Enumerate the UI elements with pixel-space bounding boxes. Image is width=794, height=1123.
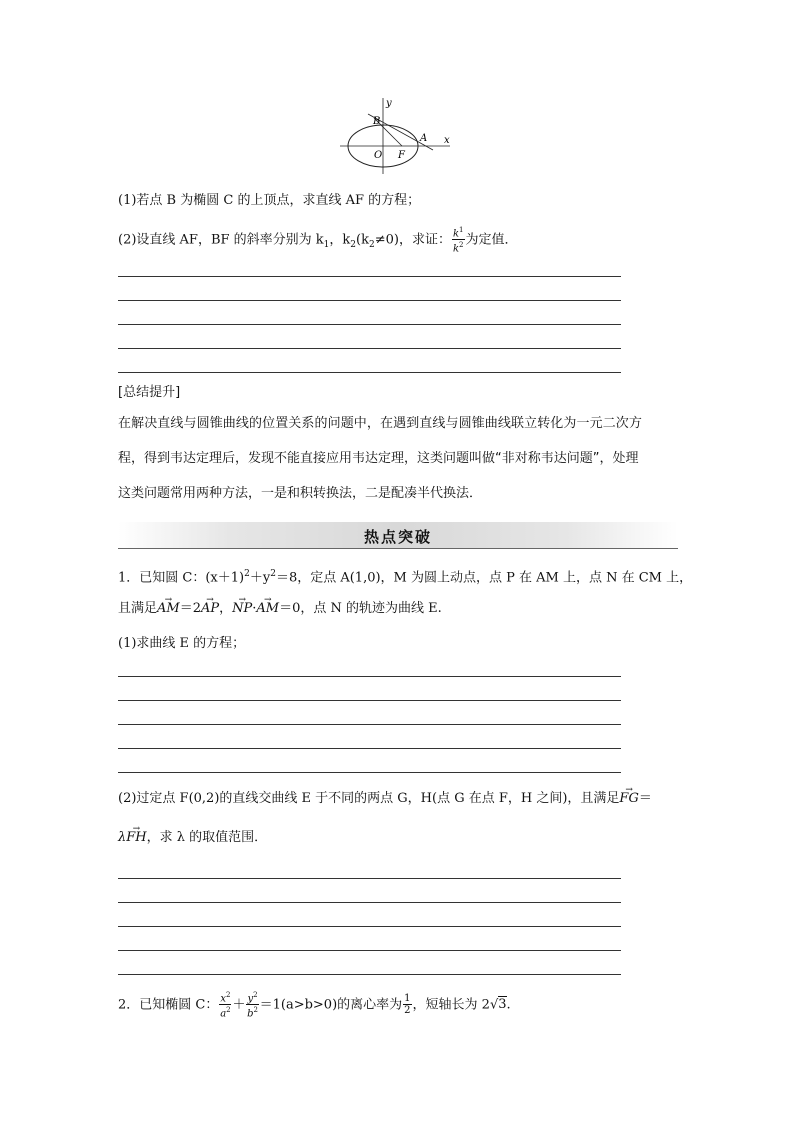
label-x: x	[444, 135, 450, 146]
p1-line1-b: ＋y	[249, 570, 271, 586]
answer-line[interactable]	[118, 974, 621, 975]
q1-part2-suffix: 为定值．	[465, 232, 518, 248]
vector-AM-2: → AM	[256, 601, 279, 617]
sub-1: 1	[323, 239, 330, 250]
vector-FH: → FH	[126, 830, 146, 846]
frac-half	[403, 993, 411, 1016]
frac-x-sup: 2	[226, 991, 231, 999]
p1-line2-a: 且满足	[118, 601, 158, 616]
p1-line2-b: ＝0，点 N 的轨迹为曲线 E.	[279, 601, 442, 616]
answer-line[interactable]	[118, 878, 621, 879]
frac-a: a	[220, 1008, 227, 1020]
frac-num-k: k	[452, 228, 460, 240]
frac-x: x	[220, 993, 226, 1005]
p2-line	[118, 990, 511, 1020]
q1-part2-cond-open: (k	[356, 232, 369, 248]
q1-part2-prefix: (2)设直线 AF，BF 的斜率分别为 k	[118, 232, 324, 248]
frac-x2-a2	[219, 990, 231, 1020]
answer-line[interactable]	[118, 300, 621, 301]
p2-plus: ＋	[232, 997, 246, 1013]
sub-2b: 2	[368, 239, 375, 250]
answer-line[interactable]	[118, 700, 621, 701]
p1-line1-c: ＝8，定点 A(1,0)，M 为圆上动点，点 P 在 AM 上，点 N 在 CM 上，	[275, 570, 693, 586]
sqrt-radicand: 3	[498, 997, 507, 1013]
p1-dot: ·	[252, 601, 257, 616]
section-title: 热点突破	[363, 528, 432, 546]
ellipse-figure	[338, 96, 458, 176]
p1-q2-line2-b: ，求 λ 的取值范围．	[146, 830, 268, 845]
p1-q2-eq: ＝	[638, 791, 652, 806]
q1-part1: (1)若点 B 为椭圆 C 的上顶点，求直线 AF 的方程；	[118, 193, 421, 208]
frac-num-sub: 1	[459, 226, 464, 234]
answer-line[interactable]	[118, 676, 621, 677]
vector-FG: → FG	[619, 791, 638, 807]
p2-suffix-b: .	[506, 997, 511, 1013]
q1-part2-mid: ，k	[329, 232, 351, 248]
summary-line-2: 程，得到韦达定理后，发现不能直接应用韦达定理，这类问题叫做“非对称韦达问题”，处理	[118, 451, 639, 466]
frac-y-sup: 2	[253, 991, 258, 999]
sub-2: 2	[350, 239, 357, 250]
answer-line[interactable]	[118, 902, 621, 903]
answer-line[interactable]	[118, 926, 621, 927]
answer-line[interactable]	[118, 772, 621, 773]
answer-line[interactable]	[118, 724, 621, 725]
p1-eq2: ＝2	[179, 601, 201, 616]
p1-line1	[118, 566, 692, 586]
p1-line2	[118, 601, 442, 617]
frac-b-sup: 2	[253, 1006, 258, 1015]
q1-part2	[118, 225, 518, 255]
sup-2b: 2	[270, 569, 276, 579]
p1-q2-line1	[118, 791, 652, 807]
label-O: O	[374, 150, 383, 161]
p2-cond: ＝1(a>b>0)的离心率为	[259, 997, 403, 1013]
section-rule	[118, 548, 678, 549]
summary-line-1: 在解决直线与圆锥曲线的位置关系的问题中，在遇到直线与圆锥曲线联立转化为一元二次方	[118, 416, 643, 431]
answer-line[interactable]	[118, 748, 621, 749]
answer-line[interactable]	[118, 276, 621, 277]
answer-line[interactable]	[118, 372, 621, 373]
answer-line[interactable]	[118, 324, 621, 325]
lambda: λ	[118, 830, 127, 845]
label-F: F	[398, 150, 405, 161]
section-banner	[118, 522, 678, 548]
p1-q2-line1-a: (2)过定点 F(0,2)的直线交曲线 E 于不同的两点 G，H(点 G 在点 F，H 之间)，且满足	[118, 791, 620, 806]
p2-suffix-a: ，短轴长为 2	[412, 997, 490, 1013]
p1-q2-line2	[118, 830, 267, 846]
p1-line1-a: 1．已知圆 C：(x＋1)	[118, 570, 245, 586]
answer-line[interactable]	[118, 950, 621, 951]
frac-den-sub: 2	[459, 241, 464, 250]
frac-y: y	[247, 993, 254, 1005]
sup-2: 2	[244, 569, 250, 579]
half-num: 1	[404, 993, 411, 1005]
summary-line-3: 这类问题常用两种方法，一是和积转换法，二是配凑半代换法．	[118, 486, 483, 501]
answer-line[interactable]	[118, 348, 621, 349]
half-den: 2	[404, 1005, 411, 1017]
frac-y2-b2	[246, 990, 258, 1020]
label-A: A	[420, 133, 428, 144]
frac-b: b	[247, 1008, 254, 1020]
label-y: y	[386, 98, 392, 109]
frac-a-sup: 2	[226, 1006, 231, 1015]
summary-title: [总结提升]	[118, 385, 181, 400]
k-ratio-fraction	[452, 225, 465, 255]
vector-NP: → NP	[232, 601, 252, 617]
label-B: B	[373, 116, 381, 127]
vector-AM: → AM	[157, 601, 180, 617]
sqrt-sign: √	[489, 997, 499, 1013]
frac-den-k: k	[452, 243, 460, 255]
p1-q1: (1)求曲线 E 的方程；	[118, 636, 246, 651]
q1-part2-cond-close: ≠0)，求证：	[374, 232, 451, 248]
p1-comma: ，	[219, 601, 233, 616]
p2-prefix: 2．已知椭圆 C：	[118, 997, 219, 1013]
vector-AP: → AP	[201, 601, 219, 617]
